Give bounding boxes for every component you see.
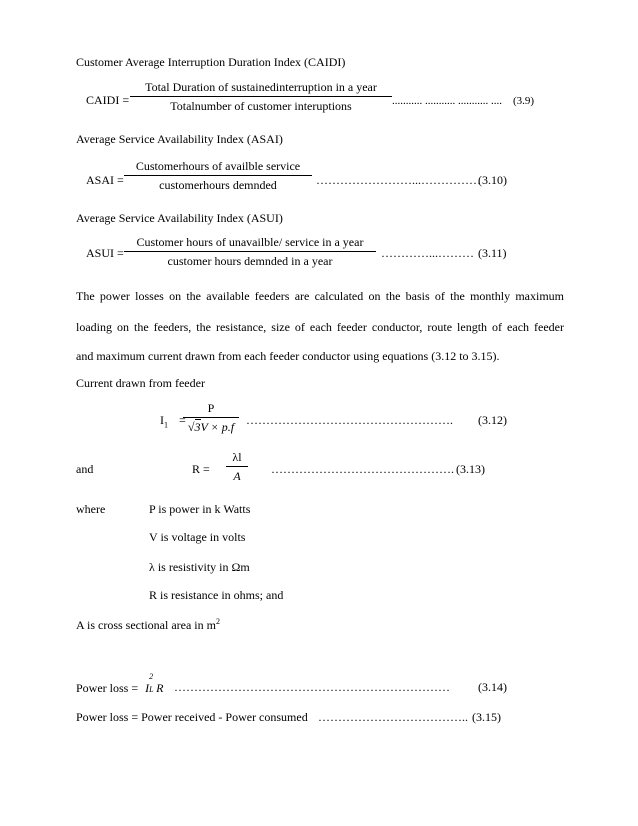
- caidi-lhs: CAIDI =: [86, 93, 130, 107]
- resistance-numerator: λl: [232, 450, 242, 464]
- and-label: and: [76, 462, 94, 476]
- paragraph-line-2: loading on the feeders, the resistance, size of each feeder conductor, route length of each feeder: [76, 320, 564, 334]
- sqrt-radicand: 3: [194, 420, 201, 434]
- power-loss-1-dots: ……………………………………………………………: [174, 680, 450, 694]
- current-numerator: P: [207, 401, 215, 415]
- current-subscript: 1: [164, 420, 168, 430]
- power-loss-1-line: [76, 672, 164, 696]
- caidi-denominator: Totalnumber of customer interuptions: [170, 99, 352, 113]
- current-superscript: 2: [149, 672, 154, 681]
- current-heading: Current drawn from feeder: [76, 376, 205, 390]
- asai-fraction: [124, 159, 312, 193]
- resistance-symbol: R: [156, 681, 164, 695]
- asai-dots: ……………………...……………: [316, 173, 481, 187]
- asai-eq-number: (3.10): [478, 173, 507, 187]
- asui-fraction: [124, 235, 376, 269]
- caidi-numerator: Total Duration of sustainedinterruption in a year: [145, 80, 377, 94]
- current-denominator: [183, 418, 239, 435]
- where-item-resistance: R is resistance in ohms; and: [149, 588, 284, 602]
- asai-denominator: customerhours demnded: [159, 178, 277, 192]
- resistance-lhs: R =: [192, 462, 210, 476]
- caidi-eq-number: (3.9): [513, 95, 535, 107]
- resistance-eq-number: (3.13): [456, 462, 485, 476]
- where-item-resistivity: λ is resistivity in Ωm: [149, 560, 250, 574]
- denominator-rest: V × p.f: [200, 420, 235, 434]
- power-loss-2-eq-number: (3.15): [472, 710, 501, 724]
- where-item-voltage: V is voltage in volts: [149, 530, 246, 544]
- resistance-denominator: A: [233, 469, 241, 483]
- current-symbol: I: [160, 413, 164, 427]
- asai-heading: Average Service Availability Index (ASAI): [76, 132, 283, 146]
- asui-heading: Average Service Availability Index (ASUI): [76, 211, 283, 225]
- caidi-heading: Customer Average Interruption Duration Index (CAIDI): [76, 55, 346, 69]
- area-superscript: 2: [215, 617, 220, 626]
- where-label: where: [76, 502, 106, 516]
- asui-eq-number: (3.11): [478, 246, 507, 260]
- current-fraction: [183, 401, 239, 435]
- paragraph-line-3: and maximum current drawn from each feeder conductor using equations (3.12 to 3.15).: [76, 349, 500, 363]
- paragraph-line-1: The power losses on the available feeders are calculated on the basis of the monthly maximum: [76, 289, 564, 303]
- power-loss-1-eq-number: (3.14): [478, 680, 507, 694]
- asui-denominator: customer hours demnded in a year: [167, 254, 333, 268]
- where-item-area: [76, 617, 220, 633]
- current-subscript: L: [149, 685, 154, 694]
- resistance-dots: ……………………………………….: [271, 462, 454, 476]
- asai-numerator: Customerhours of availble service: [135, 159, 301, 173]
- resistance-fraction: [226, 450, 248, 484]
- power-loss-2-text: Power loss = Power received - Power consumed: [76, 710, 308, 724]
- current-lhs: [160, 413, 186, 429]
- sqrt-icon: √: [187, 420, 195, 434]
- current-equals: =: [179, 413, 186, 427]
- asui-dots: …………...………: [381, 246, 474, 260]
- power-loss-2-dots: ………………………………..: [318, 710, 468, 724]
- asui-numerator: Customer hours of unavailble/ service in a year: [136, 235, 364, 249]
- area-text: A is cross sectional area in m: [76, 618, 216, 632]
- asui-lhs: ASUI =: [86, 246, 124, 260]
- asai-lhs: ASAI =: [86, 173, 124, 187]
- power-loss-1-label: Power loss =: [76, 681, 139, 695]
- current-eq-number: (3.12): [478, 413, 507, 427]
- caidi-fraction: [130, 80, 392, 114]
- sub-sup-stack: [149, 672, 156, 694]
- current-symbol: I: [145, 681, 150, 695]
- where-item-power: P is power in k Watts: [149, 502, 251, 516]
- current-dots: …………………………………………….: [246, 413, 453, 427]
- caidi-dots: ........... ........... ........... ....: [392, 95, 502, 107]
